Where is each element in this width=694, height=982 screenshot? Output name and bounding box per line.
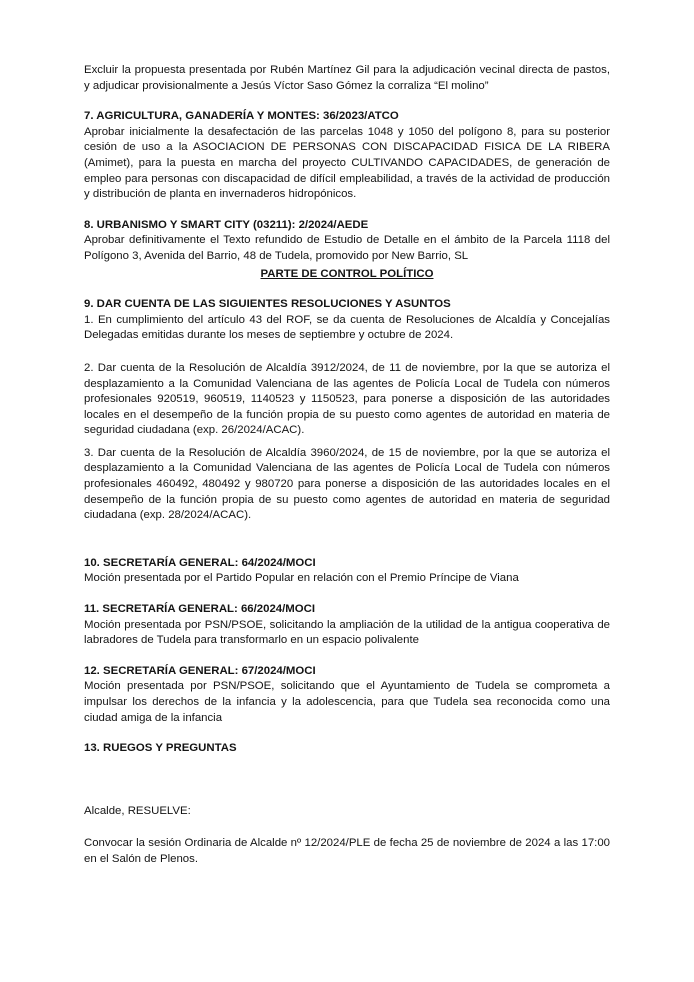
section-8-body: Aprobar definitivamente el Texto refundido de Estudio de Detalle en el ámbito de la Parcela 1118 del Polígono 3, Avenida del Barrio, 48 de Tudela, promovido por New Barrio, SL [84, 234, 610, 262]
section-10-body: Moción presentada por el Partido Popular en relación con el Premio Príncipe de Viana [84, 572, 519, 585]
section-7-heading: 7. AGRICULTURA, GANADERÍA Y MONTES: 36/2023/ATCO [84, 110, 399, 123]
section-9-item-1: 1. En cumplimiento del artículo 43 del ROF, se da cuenta de Resoluciones de Alcaldía y Concejalías Delegadas emitidas durante los meses de septiembre y octubre de 2024. [84, 313, 610, 342]
section-11-body: Moción presentada por PSN/PSOE, solicitando la ampliación de la utilidad de la antigua cooperativa de labradores de Tudela para transformarlo en un espacio polivalente [84, 618, 610, 647]
section-9-heading: 9. DAR CUENTA DE LAS SIGUIENTES RESOLUCIONES Y ASUNTOS [84, 298, 451, 311]
section-10-heading: 10. SECRETARÍA GENERAL: 64/2024/MOCI [84, 556, 316, 569]
resolve-line: Alcalde, RESUELVE: [84, 804, 191, 817]
section-9-item-2: 2. Dar cuenta de la Resolución de Alcaldía 3912/2024, de 11 de noviembre, por la que se autoriza el desplazamiento a la Comunidad Valenciana de las agentes de Policía Local de Tudela con números profesionales 920519, 960519, 1140523 y 1150523, para ponerse a disposición de las autoridades locales en el desempeño de la función propia de su puesto como agentes de autoridad en materia de seguridad ciudadana (exp. 26/2024/ACAC). [84, 361, 610, 437]
section-12-heading: 12. SECRETARÍA GENERAL: 67/2024/MOCI [84, 664, 316, 677]
section-11-heading: 11. SECRETARÍA GENERAL: 66/2024/MOCI [84, 603, 316, 616]
section-9-item-3: 3. Dar cuenta de la Resolución de Alcaldía 3960/2024, de 15 de noviembre, por la que se autoriza el desplazamiento a la Comunidad Valenciana de las agentes de Policía Local de Tudela con números profesionales 460492, 480492 y 980720 para ponerse a disposición de las autoridades locales en el desempeño de la función propia de su puesto como agentes de autoridad en materia de seguridad ciudadana (exp. 28/2024/ACAC). [84, 446, 610, 522]
section-13-heading: 13. RUEGOS Y PREGUNTAS [84, 742, 237, 755]
closing-paragraph: Convocar la sesión Ordinaria de Alcalde nº 12/2024/PLE de fecha 25 de noviembre de 2024 a las 17:00 en el Salón de Plenos. [84, 837, 610, 865]
section-12-body: Moción presentada por PSN/PSOE, solicitando que el Ayuntamiento de Tudela se comprometa a impulsar los derechos de la infancia y la adolescencia, para que Tudela sea reconocida como una ciudad amiga de la infancia [84, 680, 610, 724]
intro-paragraph: Excluir la propuesta presentada por Rubén Martínez Gil para la adjudicación vecinal directa de pastos, y adjudicar provisionalmente a Jesús Víctor Saso Gómez la corraliza “El molino” [84, 64, 610, 92]
section-7-body: Aprobar inicialmente la desafectación de las parcelas 1048 y 1050 del polígono 8, para su posterior cesión de uso a la ASOCIACION DE PERSONAS CON DISCAPACIDAD FISICA DE LA RIBERA (Amimet), para la puesta en marcha del proyecto CULTIVANDO CAPACIDADES, de generación de empleo para personas con discapacidad de difícil empleabilidad, a través de la actividad de producción y distribución de planta en invernaderos hidropónicos. [84, 125, 610, 201]
section-8-heading: 8. URBANISMO Y SMART CITY (03211): 2/2024/AEDE [84, 218, 369, 231]
control-section-title: PARTE DE CONTROL POLÍTICO [260, 267, 434, 280]
